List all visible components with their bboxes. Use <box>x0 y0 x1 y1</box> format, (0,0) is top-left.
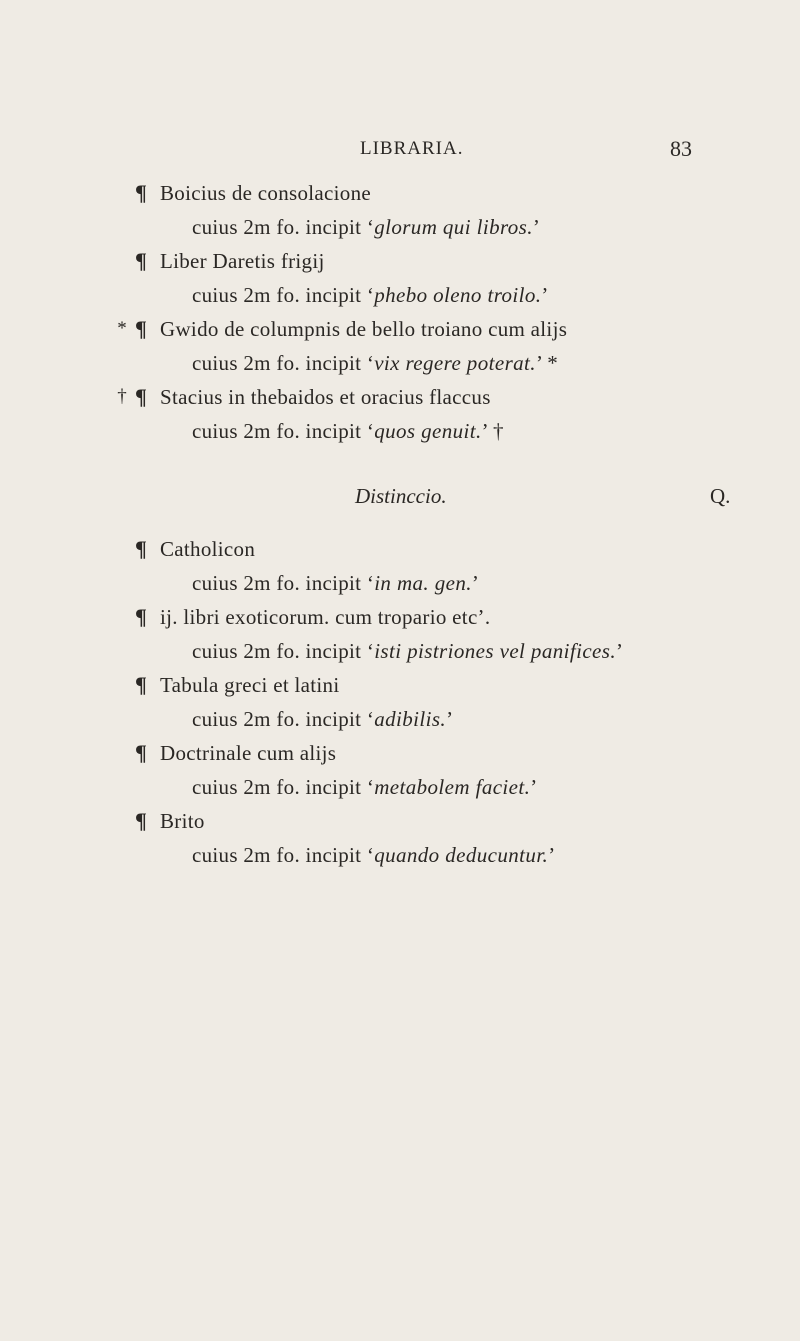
paragraph-mark-icon: ¶ <box>135 604 147 629</box>
entry-title-line <box>0 312 800 346</box>
paragraph-mark-icon: ¶ <box>135 384 147 409</box>
trailing-asterisk-mark: * <box>547 351 559 375</box>
entry-title-line <box>0 380 800 414</box>
entry-incipit <box>192 702 453 736</box>
close-quote: ’ <box>541 283 549 307</box>
entry-title: Doctrinale cum alijs <box>160 741 337 765</box>
catalogue-entry <box>0 668 800 736</box>
open-quote: ‘ <box>366 419 375 443</box>
entry-title: Brito <box>160 809 205 833</box>
entry-title: Stacius in thebaidos et oracius flaccus <box>160 385 491 409</box>
running-title: LIBRARIA. <box>360 138 464 159</box>
section-letter: Q. <box>710 484 731 508</box>
page-number: 83 <box>670 136 692 161</box>
entry-title-line <box>0 600 800 634</box>
entry-incipit-line <box>0 414 800 448</box>
incipit-prefix: cuius 2m fo. incipit <box>192 419 362 443</box>
entry-incipit <box>192 566 479 600</box>
entry-incipit <box>192 346 558 380</box>
entry-incipit-line <box>0 702 800 736</box>
paragraph-mark-icon: ¶ <box>135 536 147 561</box>
incipit-prefix: cuius 2m fo. incipit <box>192 215 362 239</box>
catalogue-entry <box>0 532 800 600</box>
entry-title: Boicius de consolacione <box>160 181 372 205</box>
asterisk-mark: * <box>117 318 127 339</box>
catalogue-entry <box>0 176 800 244</box>
entry-incipit-line <box>0 210 800 244</box>
entry-incipit-line <box>0 346 800 380</box>
close-quote: ’ <box>481 419 488 443</box>
trailing-dagger-mark: † <box>492 419 504 443</box>
entry-incipit <box>192 278 549 312</box>
entry-title-line <box>0 244 800 278</box>
incipit-text: quando deducuntur. <box>374 843 549 867</box>
entry-incipit <box>192 210 540 244</box>
incipit-prefix: cuius 2m fo. incipit <box>192 639 362 663</box>
entry-title: ij. libri exoticorum. cum tropario etc’. <box>160 605 491 629</box>
open-quote: ‘ <box>366 571 375 595</box>
incipit-text: adibilis. <box>374 707 447 731</box>
entry-incipit-line <box>0 278 800 312</box>
entry-title-line <box>0 736 800 770</box>
close-quote: ’ <box>446 707 454 731</box>
close-quote: ’ <box>532 215 541 239</box>
incipit-text: isti pistriones vel panifices. <box>374 639 616 663</box>
entry-title: Catholicon <box>160 537 256 561</box>
close-quote: ’ <box>530 775 538 799</box>
incipit-text: glorum qui libros. <box>374 215 533 239</box>
catalogue-entry <box>0 736 800 804</box>
entry-incipit-line <box>0 634 800 668</box>
incipit-prefix: cuius 2m fo. incipit <box>192 571 362 595</box>
open-quote: ‘ <box>366 775 375 799</box>
close-quote: ’ <box>471 571 480 595</box>
incipit-text: phebo oleno troilo. <box>374 283 542 307</box>
incipit-prefix: cuius 2m fo. incipit <box>192 707 362 731</box>
entry-title-line <box>0 176 800 210</box>
paragraph-mark-icon: ¶ <box>135 248 147 273</box>
entry-title-line <box>0 804 800 838</box>
paragraph-mark-icon: ¶ <box>135 672 147 697</box>
incipit-prefix: cuius 2m fo. incipit <box>192 351 362 375</box>
entry-title-line <box>0 668 800 702</box>
entry-incipit <box>192 838 556 872</box>
entry-incipit-line <box>0 770 800 804</box>
close-quote: ’ <box>548 843 556 867</box>
entry-incipit <box>192 414 504 448</box>
incipit-text: vix regere poterat. <box>374 351 536 375</box>
entry-incipit <box>192 634 623 668</box>
paragraph-mark-icon: ¶ <box>135 316 147 341</box>
incipit-prefix: cuius 2m fo. incipit <box>192 843 362 867</box>
entry-incipit <box>192 770 538 804</box>
open-quote: ‘ <box>366 843 375 867</box>
catalogue-entries <box>0 176 800 872</box>
entry-title-line <box>0 532 800 566</box>
entry-incipit-line <box>0 566 800 600</box>
close-quote: ’ <box>616 639 624 663</box>
paragraph-mark-icon: ¶ <box>135 180 147 205</box>
open-quote: ‘ <box>366 351 375 375</box>
catalogue-entry <box>0 244 800 312</box>
page-header <box>0 138 800 168</box>
catalogue-entry <box>0 804 800 872</box>
paragraph-mark-icon: ¶ <box>135 740 147 765</box>
section-heading-text <box>355 466 731 526</box>
catalogue-entry <box>0 380 800 448</box>
open-quote: ‘ <box>366 639 375 663</box>
open-quote: ‘ <box>366 215 375 239</box>
entry-title: Liber Daretis frigij <box>160 249 325 273</box>
dagger-mark: † <box>117 386 127 407</box>
entry-title: Gwido de columpnis de bello troiano cum alijs <box>160 317 568 341</box>
section-title: Distinccio. <box>355 484 447 508</box>
section-heading <box>0 466 800 526</box>
incipit-text: quos genuit. <box>374 419 482 443</box>
catalogue-entry <box>0 312 800 380</box>
open-quote: ‘ <box>366 707 375 731</box>
entry-incipit-line <box>0 838 800 872</box>
entry-title: Tabula greci et latini <box>160 673 340 697</box>
incipit-text: in ma. gen. <box>374 571 472 595</box>
catalogue-entry <box>0 600 800 668</box>
incipit-prefix: cuius 2m fo. incipit <box>192 775 362 799</box>
open-quote: ‘ <box>366 283 375 307</box>
incipit-prefix: cuius 2m fo. incipit <box>192 283 362 307</box>
close-quote: ’ <box>535 351 542 375</box>
incipit-text: metabolem faciet. <box>374 775 531 799</box>
paragraph-mark-icon: ¶ <box>135 808 147 833</box>
